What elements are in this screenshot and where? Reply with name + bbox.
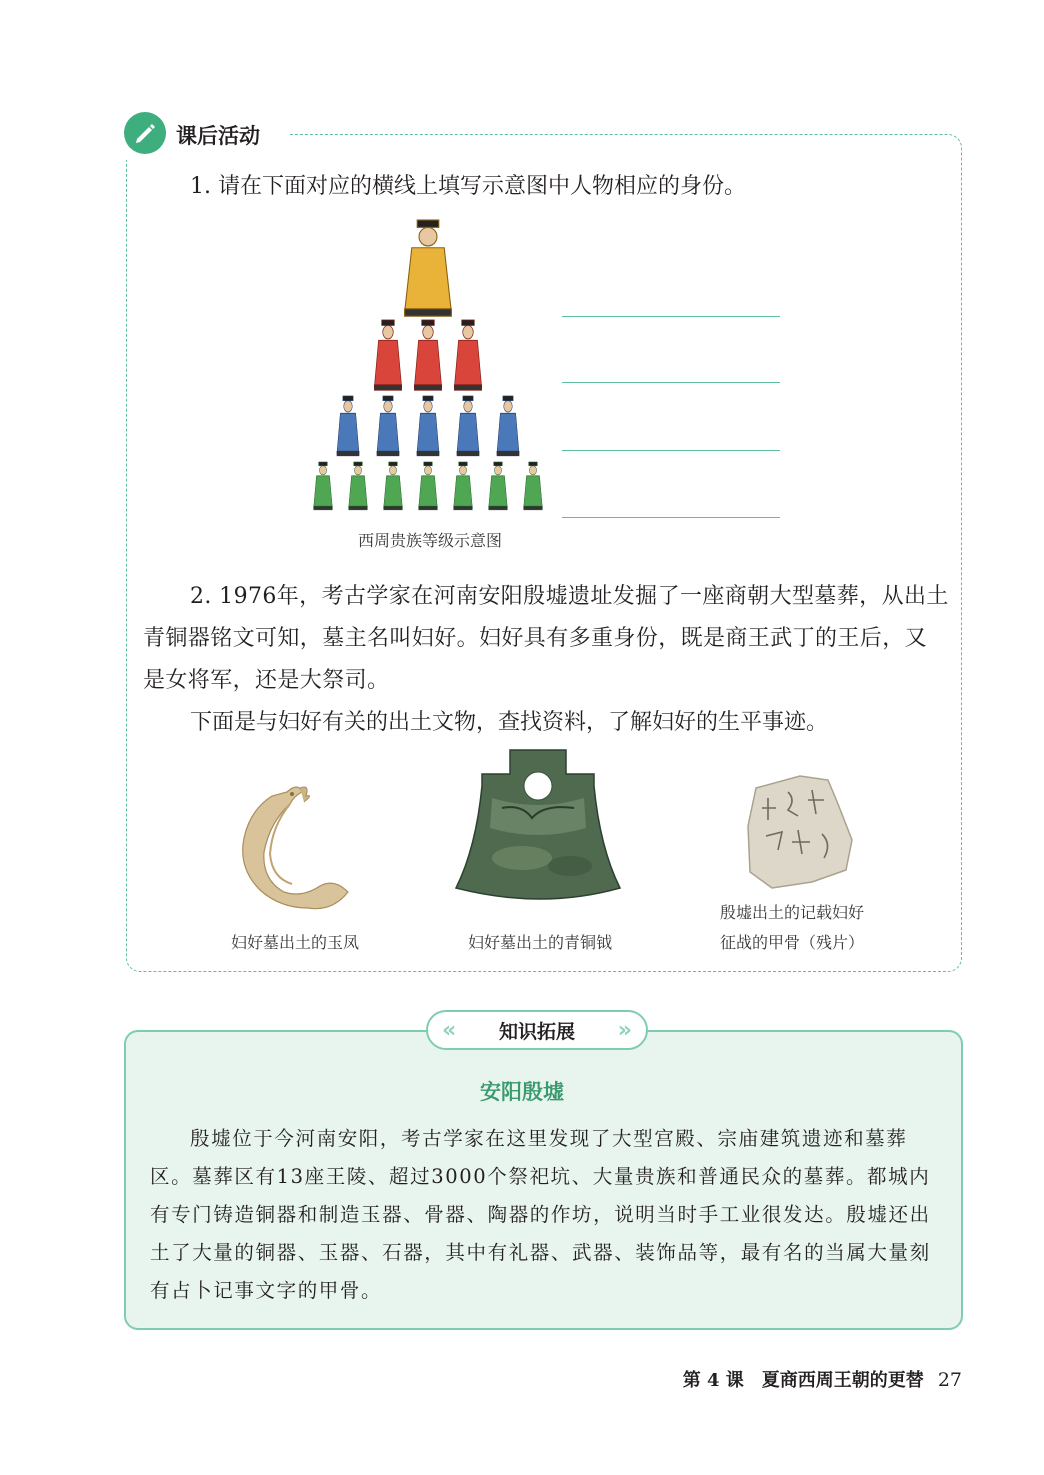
oracle-bone-caption-line2: 征战的甲骨（残片） bbox=[719, 933, 864, 952]
knowledge-heading: 安阳殷墟 bbox=[480, 1080, 564, 1104]
answer-line-2[interactable] bbox=[562, 382, 780, 383]
double-chevron-left-icon: « bbox=[442, 1017, 457, 1043]
bronze-axe-caption: 妇好墓出土的青铜钺 bbox=[467, 933, 612, 952]
lord-figures bbox=[374, 320, 481, 390]
nobility-pyramid-figure bbox=[308, 218, 548, 518]
question-2-instruction: 下面是与妇好有关的出土文物，查找资料，了解妇好的生平事迹。 bbox=[190, 710, 829, 735]
shi-figures bbox=[314, 462, 543, 510]
page-footer bbox=[683, 1366, 962, 1392]
section-title: 课后活动 bbox=[176, 124, 260, 148]
knowledge-text: 殷墟位于今河南安阳，考古学家在这里发现了大型宫殿、宗庙建筑遗迹和墓葬区。墓葬区有13座王陵、超过3000个祭祀坑、大量贵族和普通民众的墓葬。都城内有专门铸造铜器和制造玉器、骨器、陶器的作坊，说明当时手工业很发达。殷墟还出土了大量的铜器、玉器、石器，其中有礼器、武器、装饰品等，最有名的当属大量刻有占卜记事文字的甲骨。 bbox=[150, 1127, 931, 1302]
question-2: 2. 1976年，考古学家在河南安阳殷墟遗址发掘了一座商朝大型墓葬，从出土青铜器铭文可知，墓主名叫妇好。妇好具有多重身份，既是商王武丁的王后，又是女将军，还是大祭司。 bbox=[143, 584, 949, 693]
bronze-axe-image bbox=[452, 748, 624, 908]
knowledge-tab-title: 知识拓展 bbox=[498, 1020, 575, 1043]
jade-phoenix-image bbox=[232, 780, 357, 920]
page-number: 27 bbox=[937, 1369, 962, 1391]
question-1: 1. 请在下面对应的横线上填写示意图中人物相应的身份。 bbox=[190, 174, 746, 199]
answer-line-1[interactable] bbox=[562, 316, 780, 317]
oracle-bone-image bbox=[742, 770, 860, 892]
pyramid-caption: 西周贵族等级示意图 bbox=[357, 531, 502, 550]
oracle-bone-caption-line1: 殷墟出土的记载妇好 bbox=[719, 903, 864, 922]
jade-phoenix-caption: 妇好墓出土的玉凤 bbox=[230, 933, 359, 952]
king-figure bbox=[405, 220, 452, 316]
pencil-icon bbox=[124, 112, 166, 154]
lesson-title: 第 4 课 夏商西周王朝的更替 bbox=[682, 1370, 924, 1391]
answer-line-3[interactable] bbox=[562, 450, 780, 451]
answer-line-4[interactable] bbox=[562, 517, 780, 518]
double-chevron-right-icon: » bbox=[617, 1017, 632, 1043]
minister-figures bbox=[337, 396, 519, 456]
knowledge-tab bbox=[426, 1010, 648, 1050]
